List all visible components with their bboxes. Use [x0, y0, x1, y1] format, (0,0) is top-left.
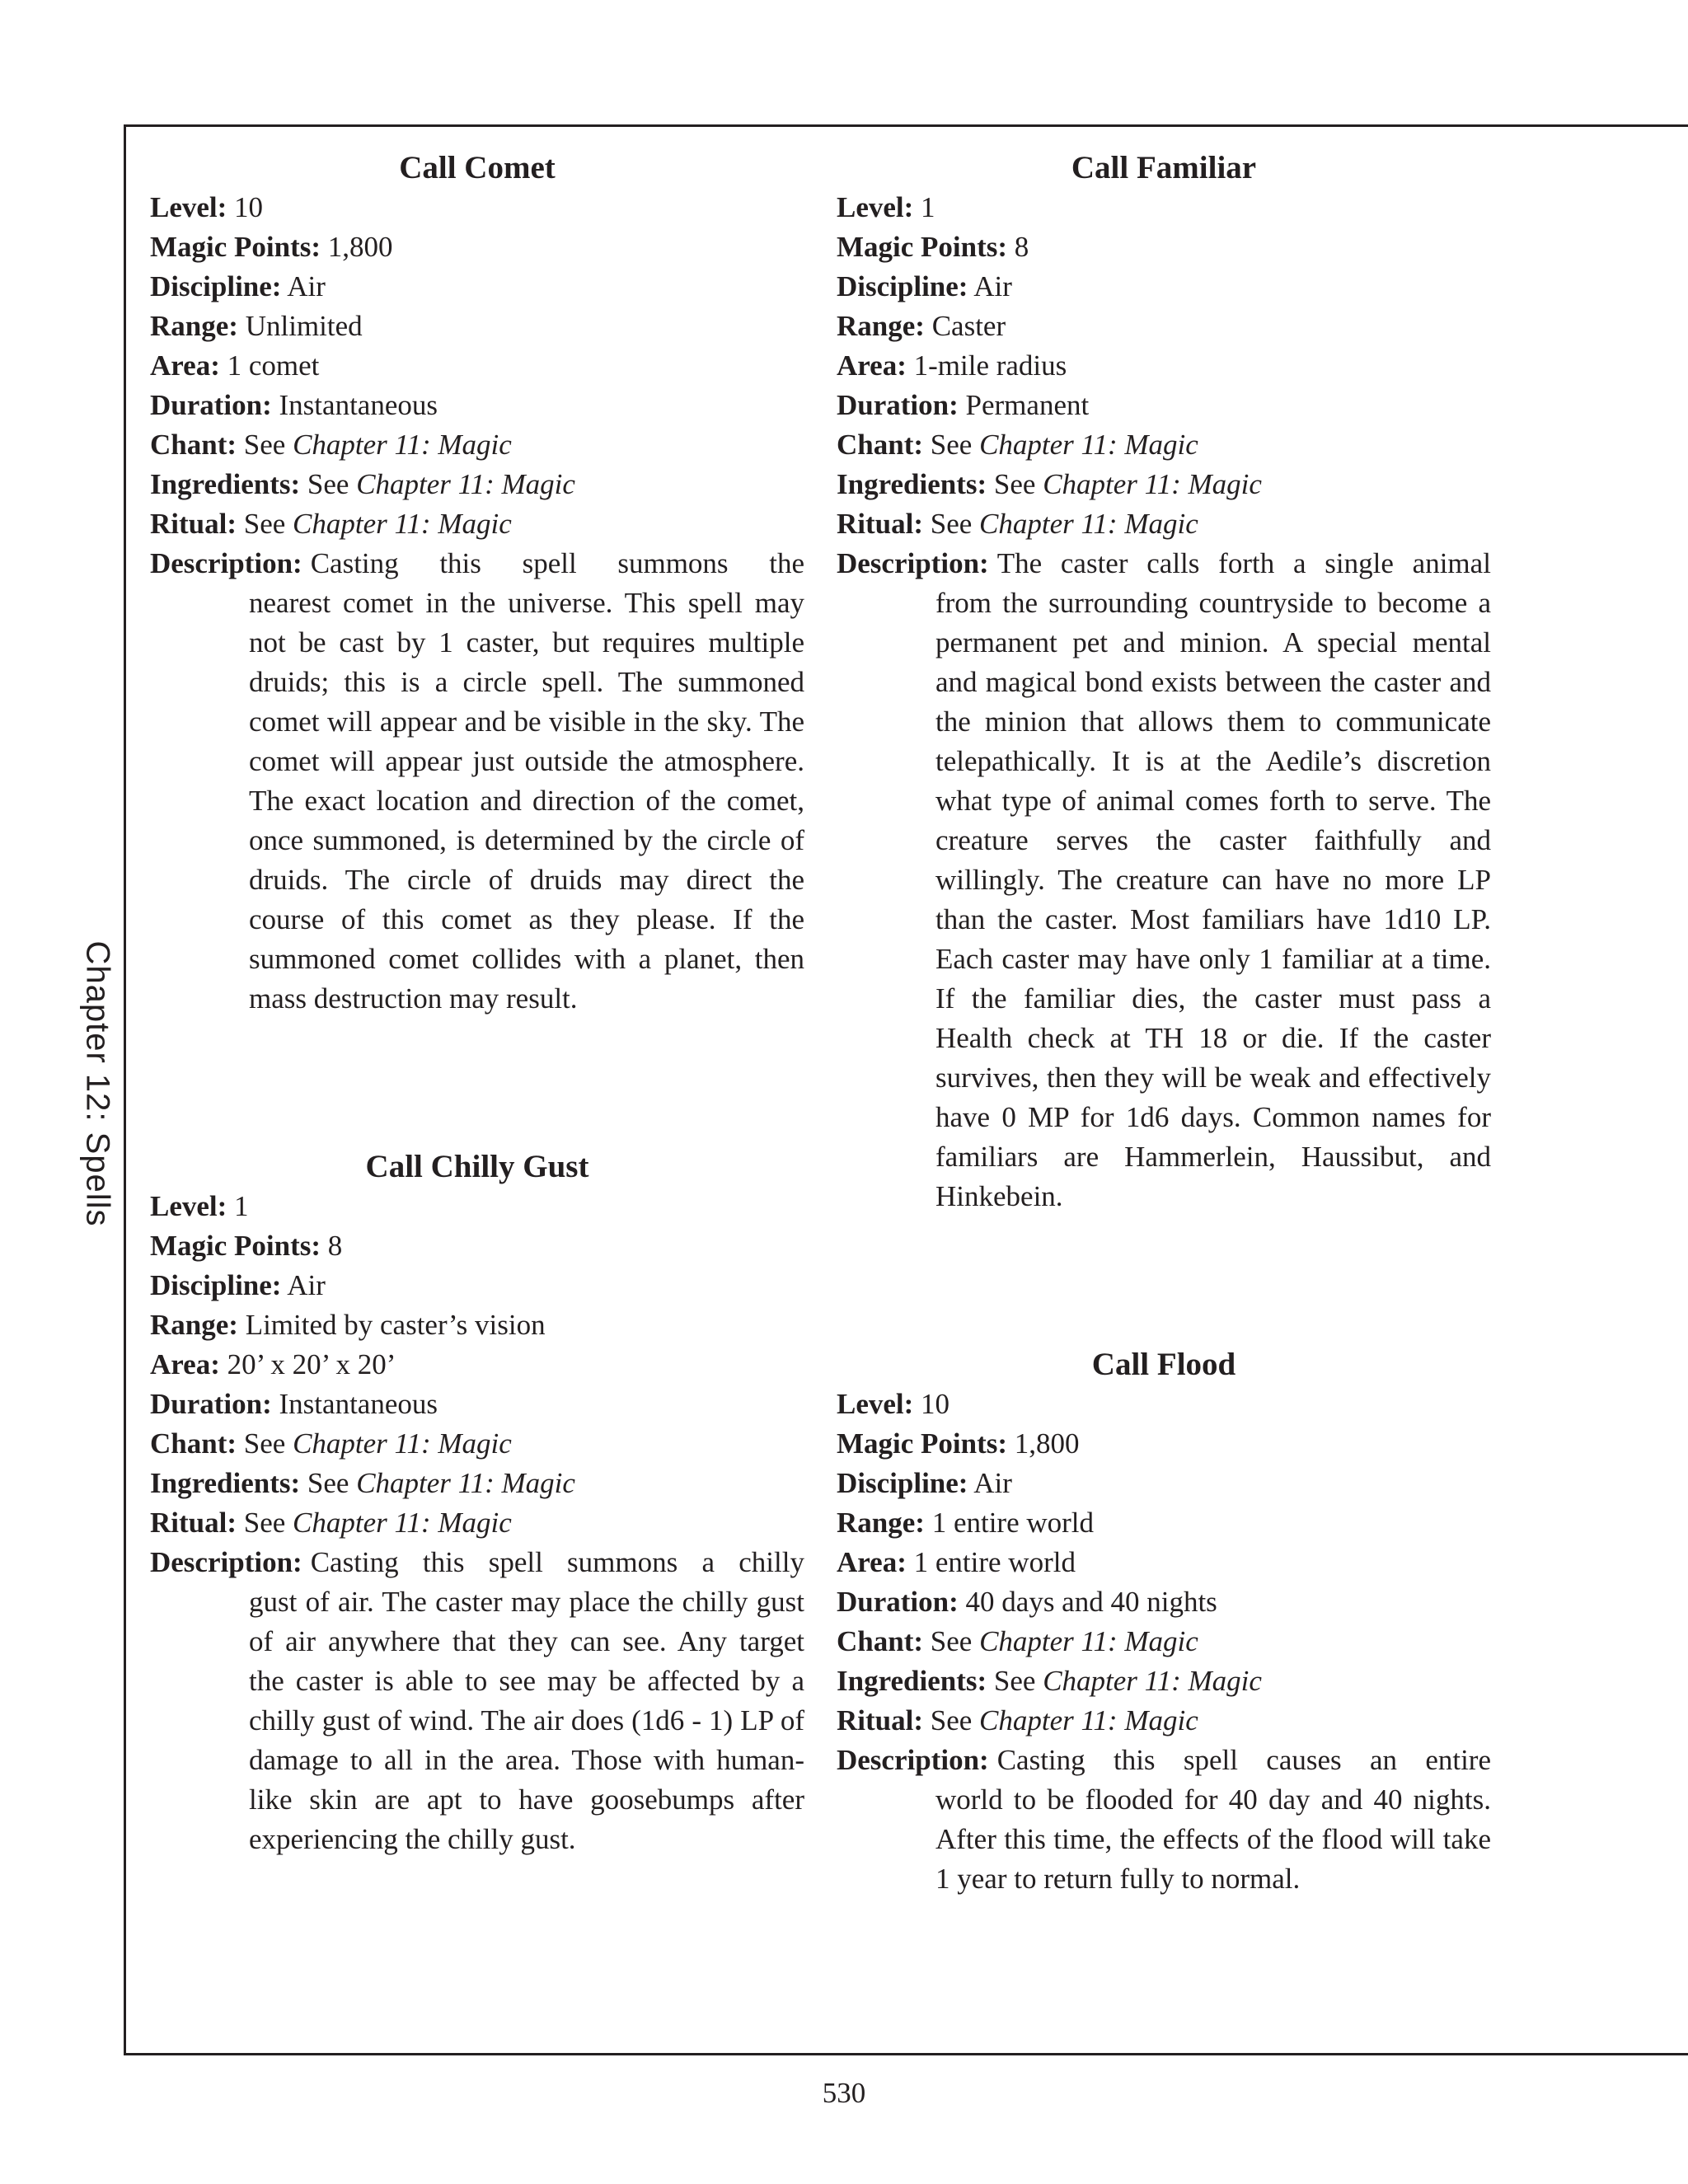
- stat-magic-points: Magic Points: 8: [150, 1230, 343, 1262]
- spell-description: Description: Casting this spell summons the nearest comet in the universe. This spell may not be cast by 1 caster, but requires multiple druids; this is a circle spell. The summoned comet will appear and be visible in the sky. The comet will appear just outside the atmosphere. The exact location and direction of the comet, once summoned, is determined by the circle of druids. The circle of druids may direct the course of this comet as they please. If the summoned comet collides with a planet, then mass destruction may result.: [150, 544, 804, 1019]
- stat-duration: Duration: Instantaneous: [150, 389, 438, 421]
- stat-level: Level: 10: [150, 191, 264, 223]
- stat-ingredients: Ingredients: See Chapter 11: Magic: [150, 468, 575, 500]
- stat-magic-points: Magic Points: 1,800: [837, 1427, 1080, 1460]
- stat-chant: Chant: See Chapter 11: Magic: [837, 1625, 1198, 1657]
- spell-title: Call Comet: [399, 150, 556, 185]
- stat-ingredients: Ingredients: See Chapter 11: Magic: [837, 1665, 1262, 1697]
- stat-area: Area: 1 entire world: [837, 1546, 1076, 1578]
- stat-area: Area: 1-mile radius: [837, 349, 1067, 382]
- spell-call-familiar: [837, 148, 1491, 1216]
- stat-chant: Chant: See Chapter 11: Magic: [150, 429, 512, 461]
- description-body: gust of air. The caster may place the chilly gust of air anywhere that they can see. Any target the caster is able to see may be affected by a chilly gust of wind. The air does (1d6 - 1) LP of damage to all in the area. Those with human-like skin are apt to have goosebumps after experiencing the chilly gust.: [249, 1586, 804, 1855]
- description-body: from the surrounding countryside to become a permanent pet and minion. A special mental and magical bond exists between the caster and the minion that allows them to communicate telepathically. It is at the Aedile’s discretion what type of animal comes forth to serve. The creature serves the caster faithfully and willingly. The creature can have no more LP than the caster. Most familiars have 1d10 LP. Each caster may have only 1 familiar at a time. If the familiar dies, the caster must pass a Health check at TH 18 or die. If the caster survives, then they will be weak and effectively have 0 MP for 1d6 days. Common names for familiars are Hammerlein, Haussibut, and Hinkebein.: [935, 587, 1491, 1212]
- spell-call-flood: [837, 1345, 1491, 1899]
- stat-level: Level: 10: [837, 1388, 950, 1420]
- spell-title: Call Familiar: [1071, 150, 1257, 185]
- stat-ritual: Ritual: See Chapter 11: Magic: [837, 508, 1198, 540]
- stat-ritual: Ritual: See Chapter 11: Magic: [150, 508, 512, 540]
- stat-range: Range: 1 entire world: [837, 1507, 1095, 1539]
- stat-area: Area: 20’ x 20’ x 20’: [150, 1348, 396, 1380]
- stat-duration: Duration: Instantaneous: [150, 1388, 438, 1420]
- spell-description: Description: Casting this spell summons a chilly gust of air. The caster may place the chilly gust of air anywhere that they can see. Any target the caster is able to see may be affected by a chilly gust of wind. The air does (1d6 - 1) LP of damage to all in the area. Those with human-like skin are apt to have goosebumps after experiencing the chilly gust.: [150, 1543, 804, 1859]
- stat-range: Range: Caster: [837, 310, 1006, 342]
- stat-ritual: Ritual: See Chapter 11: Magic: [837, 1704, 1198, 1736]
- stat-area: Area: 1 comet: [150, 349, 320, 382]
- description-body: world to be flooded for 40 day and 40 nights. After this time, the effects of the flood will take 1 year to return fully to normal.: [935, 1783, 1491, 1895]
- stat-range: Range: Unlimited: [150, 310, 363, 342]
- spell-call-chilly-gust: [150, 1147, 804, 1859]
- stat-discipline: Discipline: Air: [837, 1467, 1012, 1499]
- stat-magic-points: Magic Points: 8: [837, 231, 1029, 263]
- description-body: nearest comet in the universe. This spell may not be cast by 1 caster, but requires multiple druids; this is a circle spell. The summoned comet will appear and be visible in the sky. The comet will appear just outside the atmosphere. The exact location and direction of the comet, once summoned, is determined by the circle of druids. The circle of druids may direct the course of this comet as they please. If the summoned comet collides with a planet, then mass destruction may result.: [249, 587, 804, 1015]
- page-number: 530: [822, 2077, 866, 2109]
- spell-description: Description: The caster calls forth a single animal from the surrounding countryside to become a permanent pet and minion. A special mental and magical bond exists between the caster and the minion that allows them to communicate telepathically. It is at the Aedile’s discretion what type of animal comes forth to serve. The creature serves the caster faithfully and willingly. The creature can have no more LP than the caster. Most familiars have 1d10 LP. Each caster may have only 1 familiar at a time. If the familiar dies, the caster must pass a Health check at TH 18 or die. If the caster survives, then they will be weak and effectively have 0 MP for 1d6 days. Common names for familiars are Hammerlein, Haussibut, and Hinkebein.: [837, 544, 1491, 1216]
- spell-title: Call Flood: [1091, 1347, 1236, 1382]
- description-first-line: Casting this spell summons the: [310, 547, 804, 579]
- stat-ingredients: Ingredients: See Chapter 11: Magic: [150, 1467, 575, 1499]
- description-first-line: Casting this spell summons a chilly: [310, 1546, 804, 1578]
- description-first-line: The caster calls forth a single animal: [996, 547, 1491, 579]
- description-first-line: Casting this spell causes an entire: [996, 1744, 1491, 1776]
- stat-discipline: Discipline: Air: [150, 270, 326, 302]
- stat-duration: Duration: Permanent: [837, 389, 1090, 421]
- spell-description: Description: Casting this spell causes an entire world to be flooded for 40 day and 40 nights. After this time, the effects of the flood will take 1 year to return fully to normal.: [837, 1741, 1491, 1899]
- stat-chant: Chant: See Chapter 11: Magic: [837, 429, 1198, 461]
- stat-ingredients: Ingredients: See Chapter 11: Magic: [837, 468, 1262, 500]
- stat-duration: Duration: 40 days and 40 nights: [837, 1586, 1217, 1618]
- stat-level: Level: 1: [837, 191, 935, 223]
- spell-call-comet: [150, 148, 804, 1019]
- stat-discipline: Discipline: Air: [150, 1269, 326, 1301]
- stat-range: Range: Limited by caster’s vision: [150, 1309, 546, 1341]
- stat-chant: Chant: See Chapter 11: Magic: [150, 1427, 512, 1460]
- stat-discipline: Discipline: Air: [837, 270, 1012, 302]
- stat-magic-points: Magic Points: 1,800: [150, 231, 393, 263]
- stat-ritual: Ritual: See Chapter 11: Magic: [150, 1507, 512, 1539]
- stat-level: Level: 1: [150, 1190, 249, 1222]
- spell-title: Call Chilly Gust: [365, 1149, 589, 1184]
- chapter-side-label: Chapter 12: Spells: [79, 940, 116, 1227]
